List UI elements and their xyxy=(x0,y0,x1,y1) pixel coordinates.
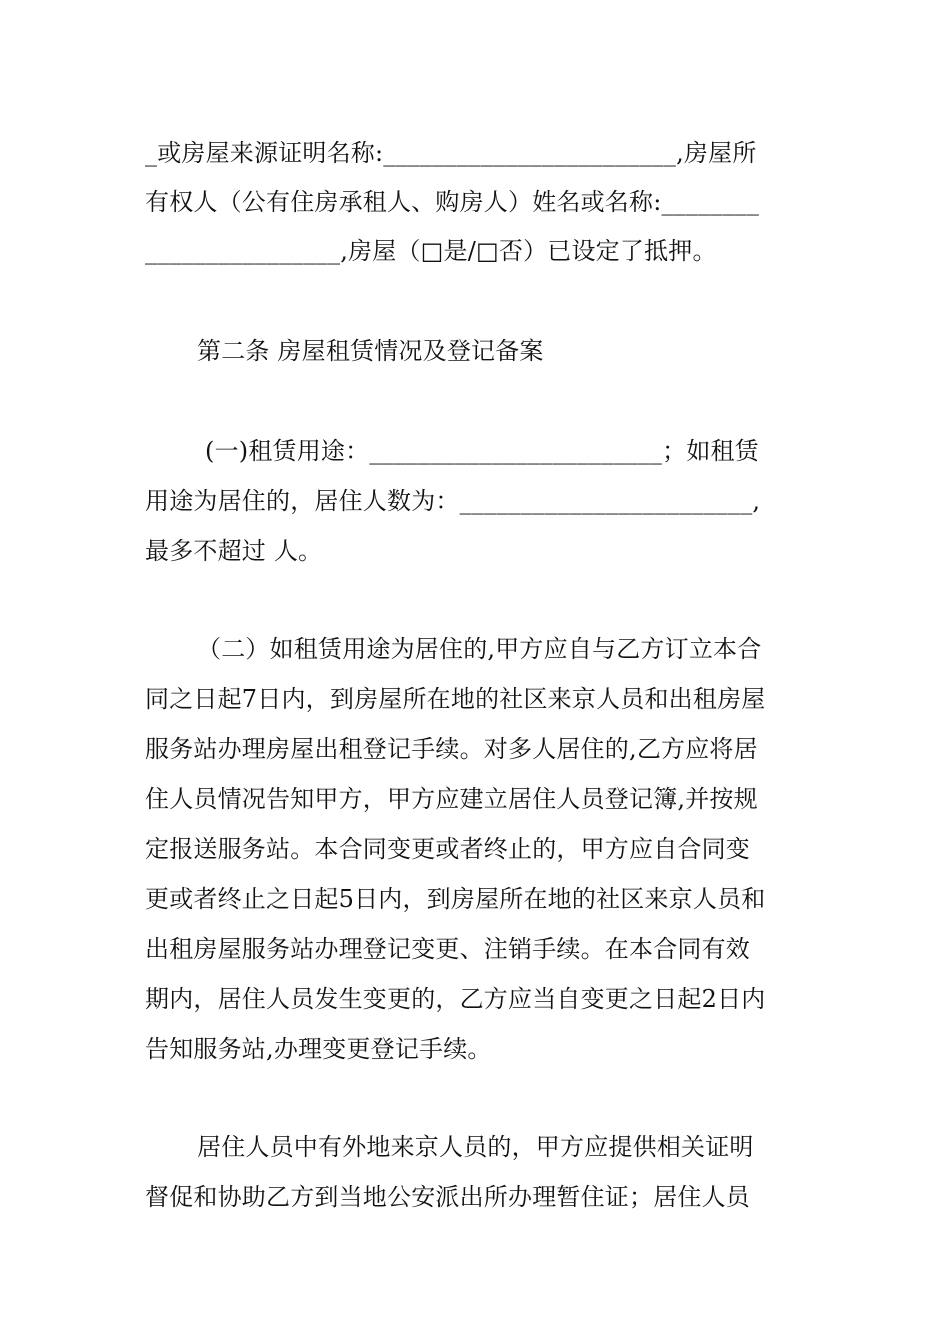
text-line: 住人员情况告知甲方，甲方应建立居住人员登记簿,并按规 xyxy=(145,785,758,813)
text-line: 更或者终止之日起5日内，到房屋所在地的社区来京人员和 xyxy=(145,885,766,913)
text-line: 期内，居住人员发生变更的，乙方应当自变更之日起2日内 xyxy=(145,985,766,1013)
text-line: ________________,房屋（□是/□否）已设定了抵押。 xyxy=(145,237,717,265)
text-line: 有权人（公有住房承租人、购房人）姓名或名称:________ xyxy=(145,188,760,216)
text-line: 告知服务站,办理变更登记手续。 xyxy=(145,1035,492,1063)
text-line: 服务站办理房屋出租登记手续。对多人居住的,乙方应将居 xyxy=(145,735,758,763)
text-line: 最多不超过 人。 xyxy=(145,537,323,565)
text-line: _或房屋来源证明名称:________________________,房屋所 xyxy=(145,139,757,167)
text-line: 同之日起7日内，到房屋所在地的社区来京人员和出租房屋 xyxy=(145,685,766,713)
text-line: 定报送服务站。本合同变更或者终止的，甲方应自合同变 xyxy=(145,835,750,863)
article-heading: 第二条 房屋租赁情况及登记备案 xyxy=(197,337,544,365)
text-line: （二）如租赁用途为居住的,甲方应自与乙方订立本合 xyxy=(197,635,762,663)
text-line: 用途为居住的，居住人数为：________________________, xyxy=(145,487,761,515)
text-line: 居住人员中有外地来京人员的，甲方应提供相关证明 xyxy=(197,1133,754,1161)
text-line: (一)租赁用途：________________________；如租赁 xyxy=(205,437,759,465)
text-line: 出租房屋服务站办理登记变更、注销手续。在本合同有效 xyxy=(145,935,750,963)
text-line: 督促和协助乙方到当地公安派出所办理暂住证；居住人员 xyxy=(145,1183,750,1211)
